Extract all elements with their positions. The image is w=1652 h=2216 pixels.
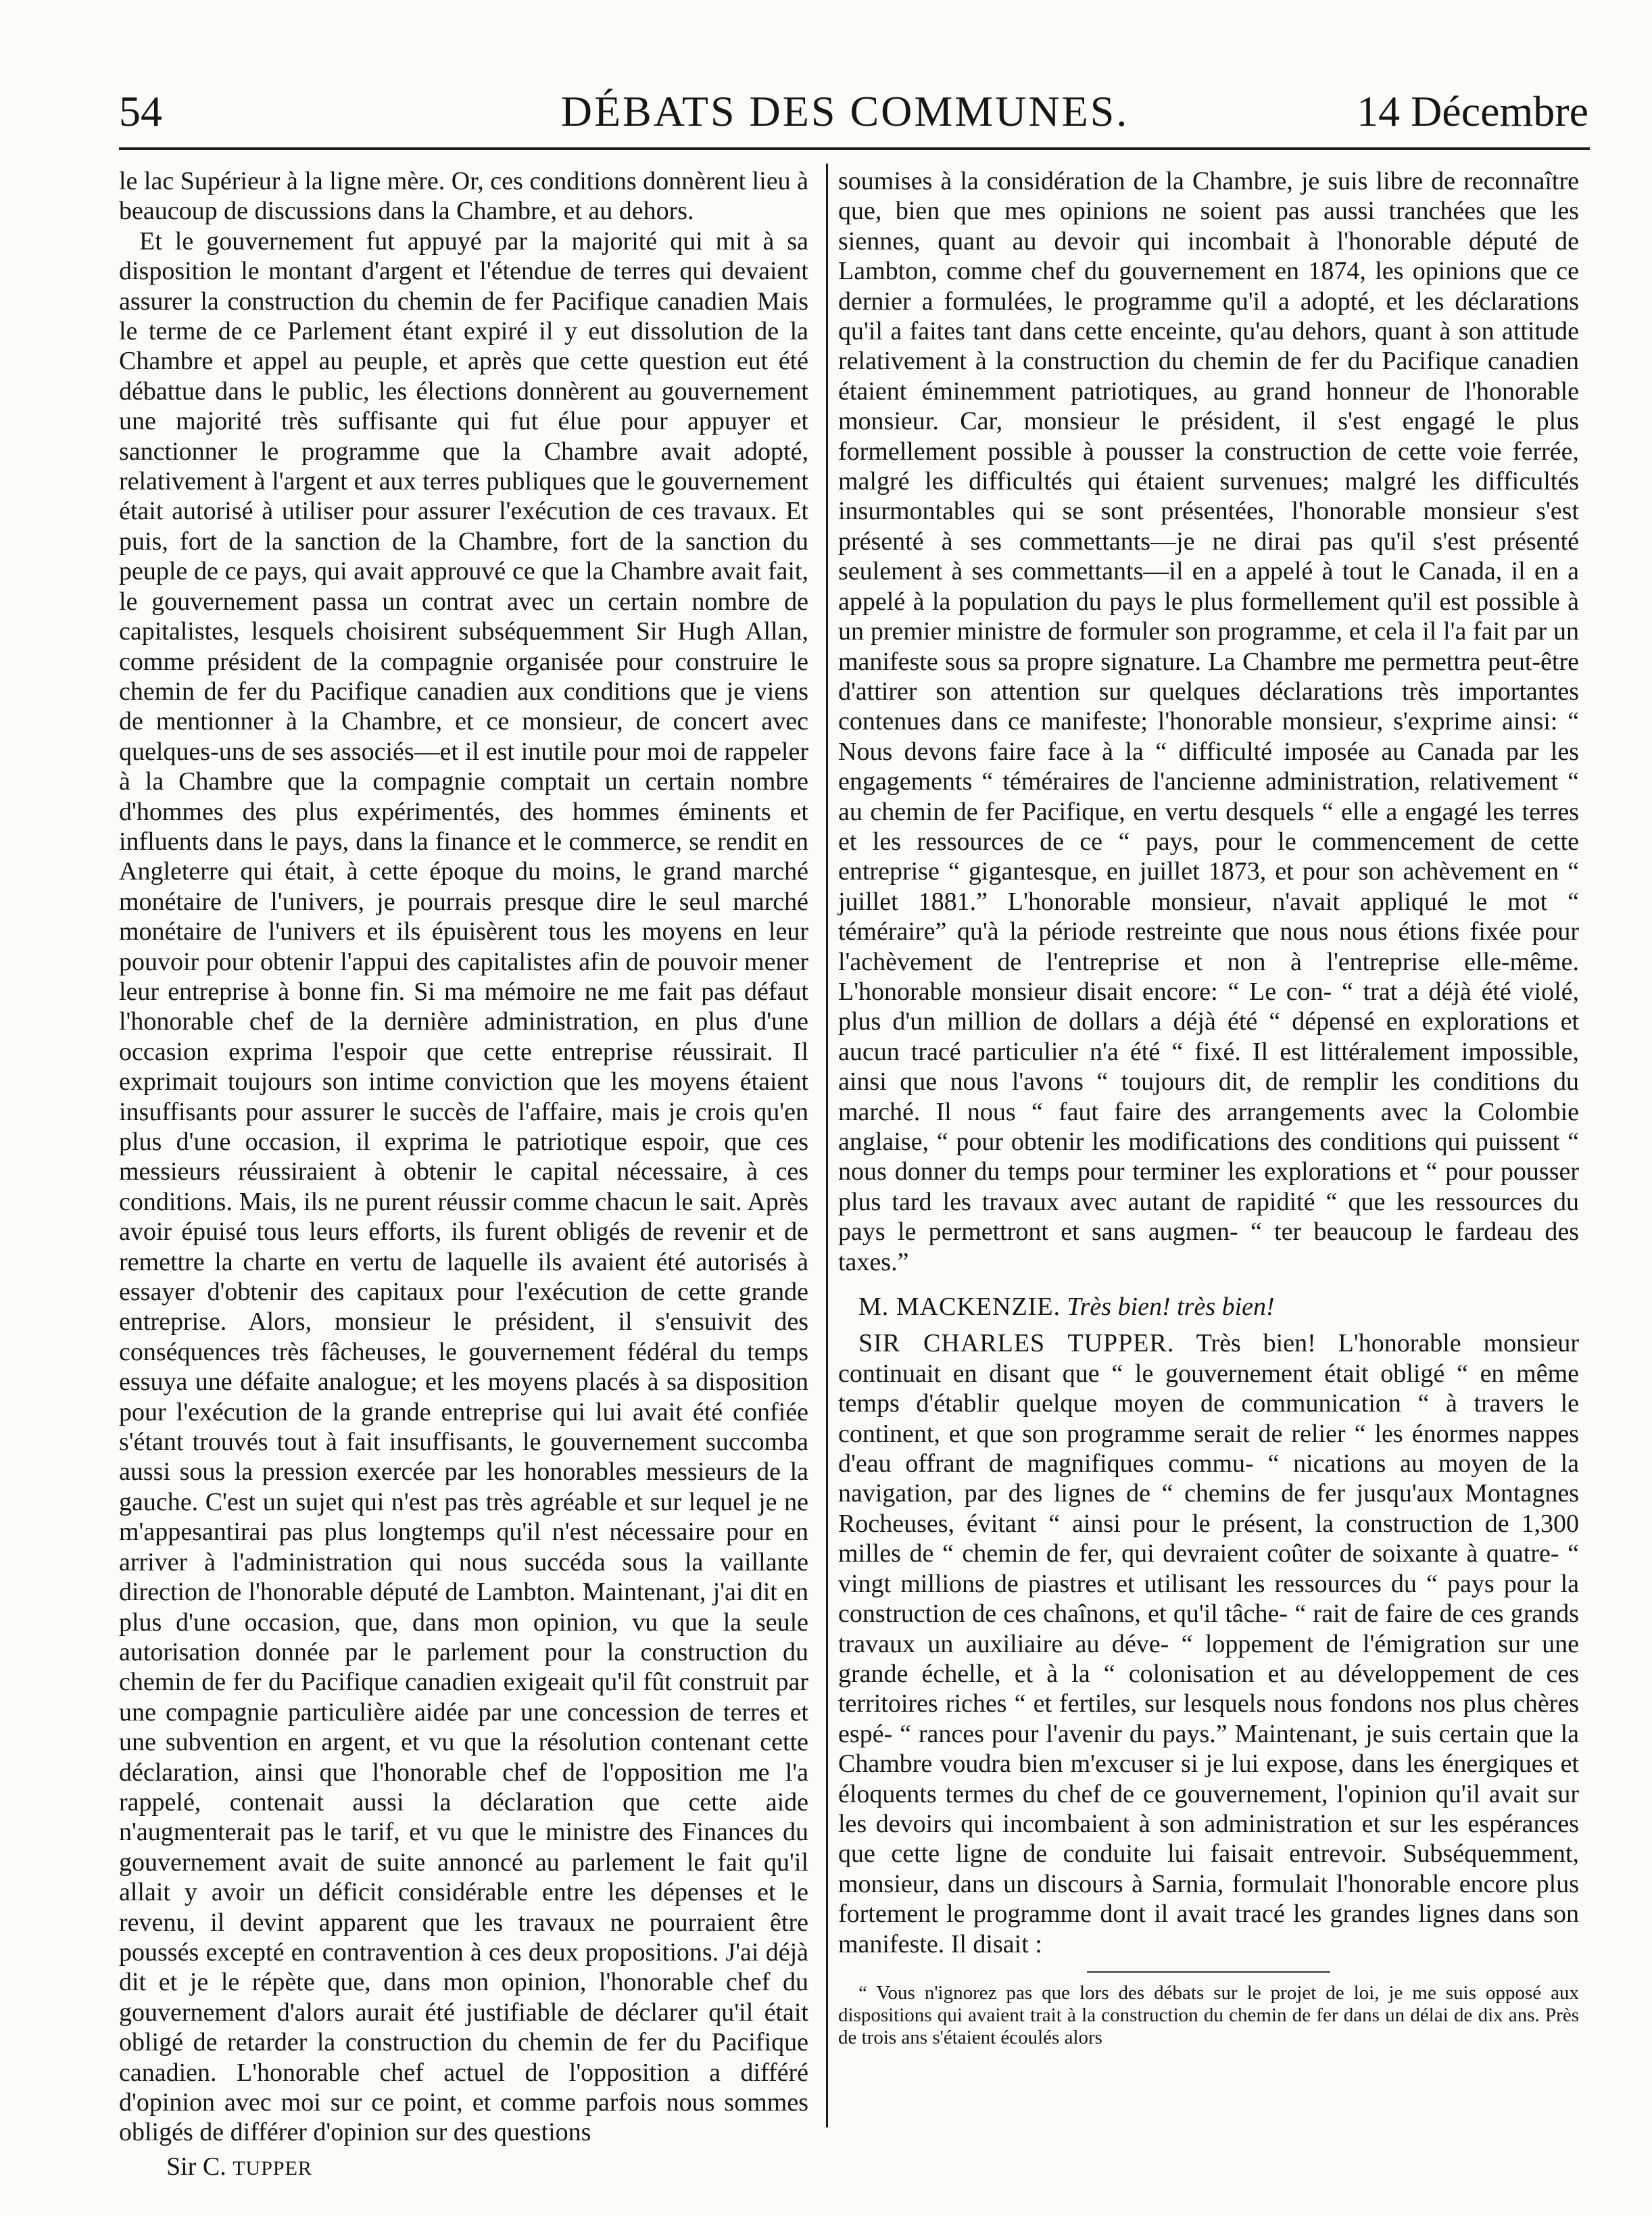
page-header [101,80,1588,145]
page-title: DÉBATS DES COMMUNES. [560,87,1129,135]
column-divider [826,164,828,2127]
speaker-mackenzie: M. MACKENZIE. [858,1293,1061,1322]
signature-name: TUPPER [233,2157,312,2179]
speaker-tupper: SIR CHARLES TUPPER. [858,1329,1175,1358]
right-paragraph-1: soumises à la considération de la Chambre, je suis libre de reconnaître que, bien que mes opinions ne soient pas aussi tranchées que les siennes, quant au devoir qui incombait à l'honorable député de Lambton, comme chef du gouvernement en 1874, les opinions que ce dernier a formulées, le programme qu'il a adopté, et les déclarations qu'il a faites tant dans cette enceinte, qu'au dehors, quant à son attitude relativement à la construction du chemin de fer du Pacifique canadien étaient éminemment patriotiques, au grand honneur de l'honorable monsieur. Car, monsieur le président, il s'est engagé le plus formellement possible à pousser la construction de cette voie ferrée, malgré les difficultés qui étaient survenues; malgré les difficultés insurmontables qui se sont présentées, l'honorable monsieur s'est présenté à ses commettants—je ne dirai pas qu'il s'est présenté seulement à ses commettants—il en a appelé à tout le Canada, il en a appelé à la population du pays le plus formellement qu'il est possible à un premier ministre de formuler son programme, et cela il l'a fait par un manifeste sous sa propre signature. La Chambre me permettra peut-être d'attirer son attention sur quelques déclarations très importantes contenues dans ce manifeste; l'honorable monsieur, s'exprime ainsi: “ Nous devons faire face à la “ difficulté imposée au Canada par les engagements “ téméraires de l'ancienne administration, relativement “ au chemin de fer Pacifique, en vertu desquels “ elle a engagé les terres et les ressources de ce “ pays, pour le commencement de cette entreprise “ gigantesque, en juillet 1873, et pour son achèvement en “ juillet 1881.” L'honorable monsieur, n'avait appliqué le mot “ téméraire” qu'à la période restreinte que nous nous étions fixée pour l'achèvement de l'entreprise et non à l'entreprise elle-même. L'honorable monsieur disait encore: “ Le con- “ trat a déjà été violé, plus d'un million de dollars a déjà été “ dépensé en explorations et aucun tracé particulier n'a été “ fixé. Il est littéralement impossible, ainsi que nous l'avons “ toujours dit, de remplir les conditions du marché. Il nous “ faut faire des arrangements avec la Colombie anglaise, “ pour obtenir les modifications des conditions qui puissent “ nous donner du temps pour terminer les explorations et “ pour pousser plus tard les travaux avec autant de rapidité “ que les ressources du pays le permettront et sans augmen- “ ter beaucoup le fardeau des taxes.” [838,167,1579,1276]
date-day: 14 [1357,87,1401,135]
left-column [119,166,808,2184]
right-column [838,166,1579,2049]
footnote-quote: “ Vous n'ignorez pas que lors des débats sur le projet de loi, je me suis opposé aux dispositions qui avaient trait à la construction du chemin de fer dans un délai de dix ans. Près de trois ans s'étaient écoulés alors [838,1981,1579,2048]
footnote-rule [1087,1971,1330,1973]
page-number: 54 [119,87,162,135]
interjection-text: Très bien! très bien! [1067,1293,1275,1322]
left-paragraph-1: le lac Supérieur à la ligne mère. Or, ces conditions donnèrent lieu à beaucoup de discussions dans la Chambre, et au dehors. [119,167,808,226]
header-rule [119,147,1590,150]
date-month: Décembre [1411,87,1588,135]
signature-prefix: Sir C. [166,2152,226,2181]
left-paragraph-2: Et le gouvernement fut appuyé par la majorité qui mit à sa disposition le montant d'argent et l'étendue de terres qui devaient assurer la construction du chemin de fer Pacifique canadien Mais le terme de ce Parlement étant expiré il y eut dissolution de la Chambre et appel au peuple, et après que cette question eut été débattue dans le public, les élections donnèrent au gouvernement une majorité très suffisante qui fut élue pour appuyer et sanctionner le programme que la Chambre avait adopté, relativement à l'argent et aux terres publiques que le gouvernement était autorisé à utiliser pour assurer l'exécution de ces travaux. Et puis, fort de la sanction de la Chambre, fort de la sanction du peuple de ce pays, qui avait approuvé ce que la Chambre avait fait, le gouvernement passa un contrat avec un certain nombre de capitalistes, lesquels choisirent subséquemment Sir Hugh Allan, comme président de la compagnie organisée pour construire le chemin de fer du Pacifique canadien aux conditions que je viens de mentionner à la Chambre, et ce monsieur, de concert avec quelques-uns de ses associés—et il est inutile pour moi de rappeler à la Chambre que la compagnie comptait un certain nombre d'hommes des plus expérimentés, des hommes éminents et influents dans le pays, dans la finance et le commerce, se rendit en Angleterre qui était, à cette époque du moins, le grand marché monétaire de l'univers, je pourrais presque dire le seul marché monétaire de l'univers et ils épuisèrent tous les moyens en leur pouvoir pour obtenir l'appui des capitalistes afin de pouvoir mener leur entreprise à bonne fin. Si ma mémoire ne me fait pas défaut l'honorable chef de la dernière administration, en plus d'une occasion exprima l'espoir que cette entreprise réussirait. Il exprimait toujours son intime conviction que les moyens étaient insuffisants pour assurer le succès de l'affaire, mais je crois qu'en plus d'une occasion, il exprima le patriotique espoir, que ces messieurs réussiraient à obtenir le capital nécessaire, à ces conditions. Mais, ils ne purent réussir comme chacun le sait. Après avoir épuisé tous leurs efforts, ils furent obligés de revenir et de remettre la charte en vertu de laquelle ils avaient été autorisés à essayer d'obtenir des capitaux pour l'exécution de cette grande entreprise. Alors, monsieur le président, il s'ensuivit des conséquences très fâcheuses, le gouvernement fédéral du temps essuya une défaite analogue; et les moyens placés à sa disposition pour l'exécution de la grande entreprise qui lui avait été confiée s'étant trouvés tout à fait insuffisants, le gouvernement succomba aussi sous la pression exercée par les honorables messieurs de la gauche. C'est un sujet qui n'est pas très agréable et sur lequel je ne m'appesantirai pas plus longtemps qu'il n'est nécessaire pour en arriver à l'administration qui nous succéda sous la vaillante direction de l'honorable député de Lambton. Maintenant, j'ai dit en plus d'une occasion, que, dans mon opinion, vu que la seule autorisation donnée par le parlement pour la construction du chemin de fer du Pacifique canadien exigeait qu'il fût construit par une compagnie particulière aidée par une concession de terres et une subvention en argent, et vu que la résolution contenant cette déclaration, ainsi que l'honorable chef de l'opposition me l'a rappelé, contenait aussi la déclaration que cette aide n'augmenterait pas le tarif, et vu que le ministre des Finances du gouvernement avait de suite annoncé au parlement le fait qu'il allait y avoir un déficit considérable entre les dépenses et le revenu, il devint apparent que les travaux ne pourraient être poussés excepté en contravention à ces deux propositions. J'ai déjà dit et je le répète que, dans mon opinion, l'honorable chef du gouvernement d'alors aurait été justifiable de déclarer qu'il était obligé de retarder la construction du chemin de fer du Pacifique canadien. L'honorable chef actuel de l'opposition a différé d'opinion avec moi sur ce point, et comme parfois nous sommes obligés de différer d'opinion sur des questions [119,226,808,2147]
page-date [1357,87,1588,137]
right-paragraph-2 [838,1292,1579,1322]
speaker-running-signature [119,2152,808,2184]
tupper-speech: Très bien! L'honorable monsieur continuait en disant que “ le gouvernement était obligé “ en même temps d'établir quelque moyen de communication “ à travers le continent, et que son programme serait de relier “ les énormes nappes d'eau offrant de magnifiques commu- “ nications au moyen de la navigation, par des lignes de “ chemins de fer jusqu'aux Montagnes Rocheuses, évitant “ ainsi pour le présent, la construction de 1,300 milles de “ chemin de fer, qui devraient coûter de soixante à quatre- “ vingt millions de piastres et utilisant les ressources du “ pays pour la construction de ces chaînons, et qu'il tâche- “ rait de faire de ces grands travaux un auxiliaire au déve- “ loppement de l'émigration sur une grande échelle, et à la “ colonisation et au développement de ces territoires riches “ et fertiles, sur lesquels nous fondons nos plus chères espé- “ rances pour l'avenir du pays.” Maintenant, je suis certain que la Chambre voudra bien m'excuser si je lui expose, dans les énergiques et éloquents termes du chef de ce gouvernement, l'opinion qu'il avait sur les devoirs qui incombaient à son administration et sur les espérances que cette ligne de conduite lui faisait entrevoir. Subséquemment, monsieur, dans un discours à Sarnia, formulait l'honorable encore plus fortement le programme dont il avait tracé les grandes lignes dans son manifeste. Il disait : [838,1329,1579,1958]
right-paragraph-3 [838,1328,1579,1959]
